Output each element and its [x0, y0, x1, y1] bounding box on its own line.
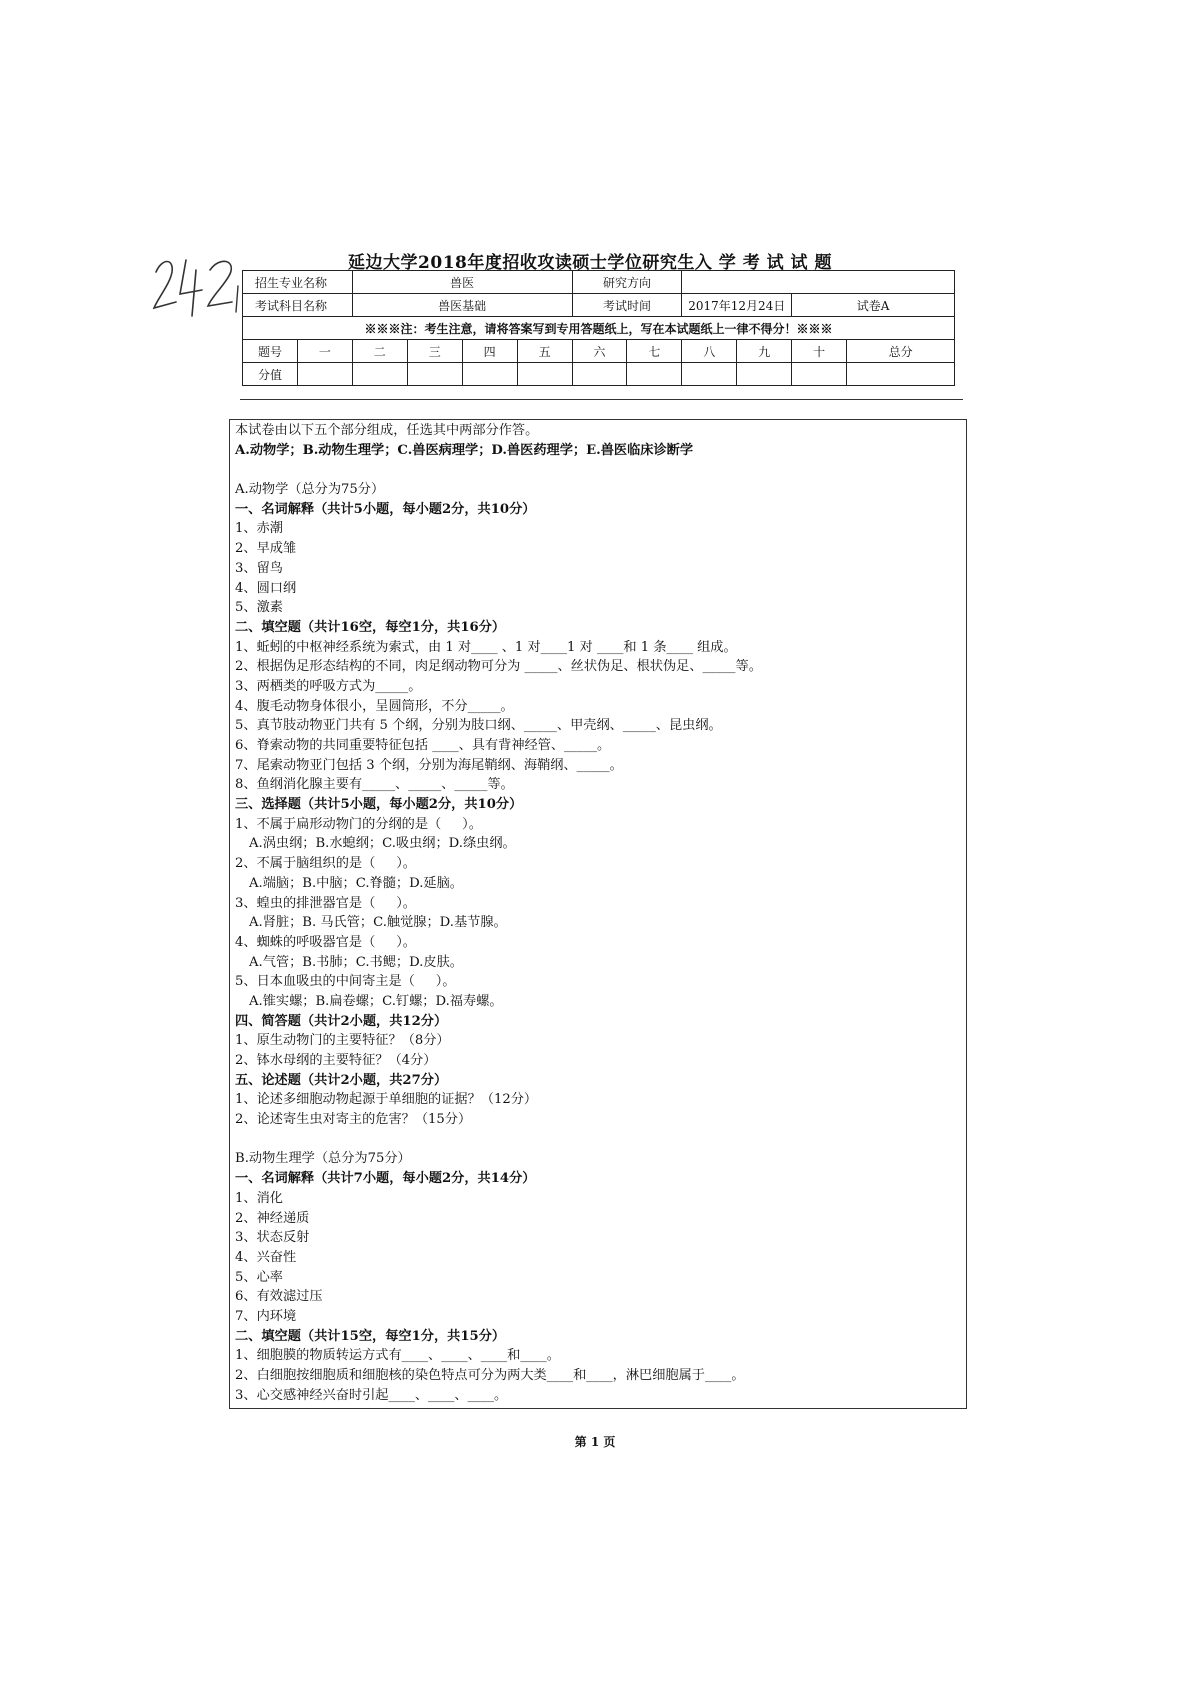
content-line: 2、不属于脑组织的是（ ）。	[235, 856, 416, 872]
content-line: 1、不属于扁形动物门的分纲的是（ ）。	[235, 816, 482, 832]
content-line: 1、蚯蚓的中枢神经系统为索式，由 1 对____ 、1 对____1 对 ____和 1 条____ 组成。	[235, 639, 737, 655]
content-line: 1、原生动物门的主要特征？（8分）	[235, 1033, 450, 1049]
question-number: 八	[682, 340, 737, 363]
subject-value: 兽医基础	[352, 294, 572, 317]
choice-options: A.端脑；B.中脑；C.脊髓；D.延脑。	[249, 875, 463, 891]
question-number: 四	[462, 340, 517, 363]
time-label: 考试时间	[572, 294, 682, 317]
question-number-label: 题号	[243, 340, 298, 363]
section-heading: 二、填空题（共计15空，每空1分，共15分）	[235, 1328, 506, 1344]
content-line: 1、论述多细胞动物起源于单细胞的证据？（12分）	[235, 1092, 538, 1108]
direction-label: 研究方向	[572, 271, 682, 294]
content-line: 3、留鸟	[235, 560, 283, 576]
content-line: 2、论述寄生虫对寄主的危害？（15分）	[235, 1112, 472, 1128]
content-line: 6、脊索动物的共同重要特征包括 ____、具有背神经管、_____。	[235, 738, 611, 753]
major-label: 招生专业名称	[243, 271, 353, 294]
content-line: 2、白细胞按细胞质和细胞核的染色特点可分为两大类____和____，淋巴细胞属于____。	[235, 1368, 745, 1383]
section-heading: 一、名词解释（共计7小题，每小题2分，共14分）	[235, 1171, 536, 1187]
question-number: 九	[737, 340, 792, 363]
score-cell	[297, 363, 352, 386]
content-line: 5、日本血吸虫的中间寄主是（ ）。	[235, 974, 456, 990]
content-line: 7、内环境	[235, 1308, 297, 1324]
header-divider	[240, 399, 963, 400]
content-line: 5、激素	[235, 600, 283, 616]
choice-options: A.气管；B.书肺；C.书鳃；D.皮肤。	[249, 954, 463, 970]
spacer	[235, 460, 955, 480]
choice-options: A.锥实螺；B.扁卷螺；C.钉螺；D.福寿螺。	[249, 993, 503, 1009]
section-heading: 三、选择题（共计5小题，每小题2分，共10分）	[235, 797, 523, 813]
major-value: 兽医	[352, 271, 572, 294]
score-cell	[682, 363, 737, 386]
content-line: A.动物学（总分为75分）	[235, 482, 385, 498]
section-heading: A.动物学；B.动物生理学；C.兽医病理学；D.兽医药理学；E.兽医临床诊断学	[235, 442, 694, 458]
score-row-values	[243, 363, 955, 386]
subject-label: 考试科目名称	[243, 294, 353, 317]
question-number: 六	[572, 340, 627, 363]
page-number: 第 1 页	[574, 1435, 616, 1449]
direction-value	[682, 271, 955, 294]
header-row-subject	[243, 294, 955, 317]
choice-options: A.涡虫纲；B.水螅纲；C.吸虫纲；D.绦虫纲。	[249, 836, 516, 852]
score-cell	[572, 363, 627, 386]
score-row-numbers	[243, 340, 955, 363]
content-line: 2、根据伪足形态结构的不同，肉足纲动物可分为 _____、丝状伪足、根状伪足、_____等。	[235, 659, 762, 675]
exam-header-table	[242, 270, 955, 386]
section-heading: 二、填空题（共计16空，每空1分，共16分）	[235, 619, 506, 635]
content-line: 本试卷由以下五个部分组成，任选其中两部分作答。	[235, 423, 539, 438]
time-value: 2017年12月24日	[682, 294, 792, 317]
question-number: 二	[352, 340, 407, 363]
question-number: 一	[297, 340, 352, 363]
question-number: 十	[792, 340, 847, 363]
content-line: 5、真节肢动物亚门共有 5 个纲，分别为肢口纲、_____、甲壳纲、_____、昆虫纲。	[235, 718, 722, 734]
spacer	[235, 1130, 955, 1150]
content-line: 8、鱼纲消化腺主要有_____、_____、_____等。	[235, 777, 514, 793]
score-value-label: 分值	[243, 363, 298, 386]
section-heading: 一、名词解释（共计5小题，每小题2分，共10分）	[235, 501, 536, 517]
content-line: 1、细胞膜的物质转运方式有____、____、____和____。	[235, 1348, 560, 1364]
exam-content	[235, 421, 955, 1405]
score-cell	[737, 363, 792, 386]
choice-options: A.肾脏；B. 马氏管；C.触觉腺；D.基节腺。	[249, 915, 507, 931]
total-score-label: 总分	[847, 340, 955, 363]
score-cell	[627, 363, 682, 386]
score-cell	[462, 363, 517, 386]
content-line: 3、心交感神经兴奋时引起____、____、____。	[235, 1387, 508, 1403]
content-line: 4、蜘蛛的呼吸器官是（ ）。	[235, 934, 416, 950]
header-row-notice	[243, 317, 955, 340]
question-number: 五	[517, 340, 572, 363]
paper-label: 试卷A	[792, 294, 955, 317]
content-line: 3、状态反射	[235, 1230, 310, 1246]
exam-title: 延边大学2018年度招收攻读硕士学位研究生入 学 考 试 试 题	[348, 253, 832, 273]
content-line: 2、神经递质	[235, 1210, 310, 1226]
content-line: 4、腹毛动物身体很小，呈圆筒形，不分_____。	[235, 698, 514, 714]
content-line: 7、尾索动物亚门包括 3 个纲，分别为海尾鞘纲、海鞘纲、_____。	[235, 757, 623, 773]
content-line: 2、钵水母纲的主要特征？（4分）	[235, 1053, 437, 1068]
content-line: 6、有效滤过压	[235, 1289, 323, 1305]
question-number: 三	[407, 340, 462, 363]
exam-notice: ※※※注：考生注意，请将答案写到专用答题纸上，写在本试题纸上一律不得分！※※※	[243, 317, 955, 340]
header-row-major	[243, 271, 955, 294]
score-cell	[517, 363, 572, 386]
content-line: 4、兴奋性	[235, 1249, 297, 1265]
section-heading: 四、简答题（共计2小题，共12分）	[235, 1013, 448, 1029]
content-line: 5、心率	[235, 1269, 283, 1285]
content-line: 2、早成雏	[235, 541, 297, 557]
section-heading: 五、论述题（共计2小题，共27分）	[235, 1072, 448, 1088]
score-cell	[792, 363, 847, 386]
score-cell	[352, 363, 407, 386]
content-line: 3、蝗虫的排泄器官是（ ）。	[235, 895, 416, 911]
content-line: 1、消化	[235, 1190, 283, 1206]
content-line: 3、两栖类的呼吸方式为_____。	[235, 678, 422, 694]
total-score-cell	[847, 363, 955, 386]
score-cell	[407, 363, 462, 386]
content-line: 1、赤潮	[235, 521, 283, 537]
question-number: 七	[627, 340, 682, 363]
content-line: 4、圆口纲	[235, 580, 297, 596]
handwritten-page-mark	[150, 250, 245, 325]
content-line: B.动物生理学（总分为75分）	[235, 1151, 411, 1167]
